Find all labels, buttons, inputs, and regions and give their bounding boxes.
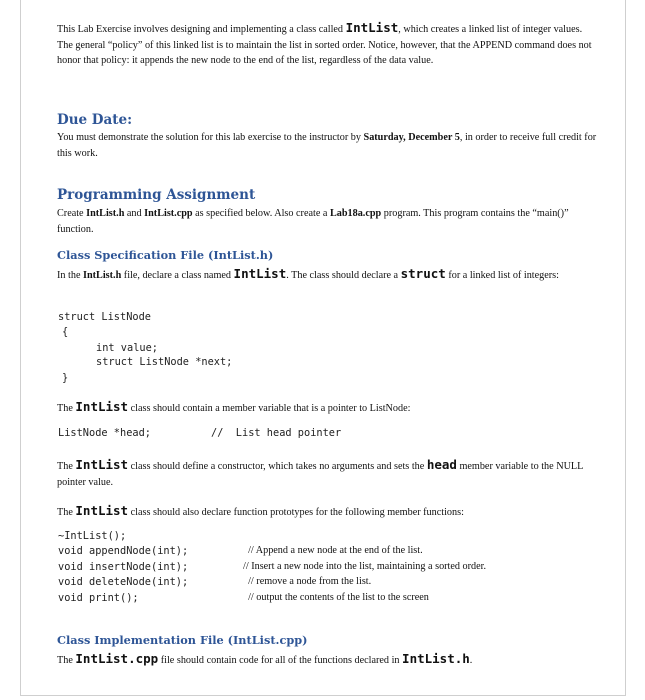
intro-text-1: This Lab Exercise involves designing and implementing a class called bbox=[57, 24, 346, 35]
comment-fn-append: // Append a new node at the end of the list. bbox=[243, 545, 423, 556]
spec-file-name: IntList.h bbox=[83, 270, 122, 281]
prototypes-paragraph bbox=[57, 503, 597, 521]
comment-fn-delete: // remove a node from the list. bbox=[243, 576, 372, 587]
assignment-paragraph bbox=[57, 206, 597, 237]
impl-paragraph bbox=[57, 651, 597, 669]
due-date-paragraph bbox=[57, 130, 597, 161]
spec-text-2: file, declare a class named bbox=[121, 270, 234, 281]
comment-fn-insert: // Insert a new node into the list, maintaining a sorted order. bbox=[243, 561, 487, 572]
code-line-close-brace: } bbox=[62, 372, 69, 384]
assignment-heading: Programming Assignment bbox=[57, 187, 256, 203]
constructor-paragraph bbox=[57, 457, 597, 490]
spec-text-3: . The class should declare a bbox=[286, 270, 401, 281]
code-fn-delete: void deleteNode(int); bbox=[58, 576, 189, 588]
spec-heading: Class Specification File (IntList.h) bbox=[57, 248, 274, 262]
due-date-value: Saturday, December 5 bbox=[363, 132, 460, 143]
ctor-text-1: The bbox=[57, 461, 76, 472]
spec-text-1: In the bbox=[57, 270, 84, 281]
impl-text-1: The bbox=[57, 655, 76, 666]
code-head-comment: // List head pointer bbox=[211, 427, 342, 439]
intro-class-name: IntList bbox=[345, 20, 399, 35]
due-text-2: , in order to receive full credit for this work. bbox=[57, 132, 597, 159]
spec-paragraph bbox=[57, 266, 597, 284]
assignment-text-4: program. This program contains the “main()” function. bbox=[57, 208, 569, 235]
assignment-file-h: IntList.h bbox=[86, 208, 125, 219]
ctor-head-keyword: head bbox=[426, 457, 457, 472]
proto-text-2: class should also declare function prototypes for the following member functions: bbox=[128, 507, 464, 518]
code-fn-print: void print(); bbox=[58, 592, 139, 604]
ctor-text-3: member variable to the NULL pointer value. bbox=[57, 461, 583, 488]
due-date-heading: Due Date: bbox=[57, 112, 133, 128]
assignment-file-cpp: IntList.cpp bbox=[144, 208, 193, 219]
code-line-open-brace: { bbox=[62, 326, 69, 338]
code-line-struct: struct ListNode bbox=[58, 311, 151, 323]
comment-fn-print: // output the contents of the list to the screen bbox=[243, 592, 429, 603]
intro-paragraph bbox=[57, 20, 597, 69]
code-line-next: struct ListNode *next; bbox=[96, 356, 233, 368]
code-head-decl: ListNode *head; bbox=[58, 427, 151, 439]
spec-struct-keyword: struct bbox=[400, 266, 446, 281]
member-text-2: class should contain a member variable that is a pointer to ListNode: bbox=[128, 403, 411, 414]
proto-text-1: The bbox=[57, 507, 76, 518]
ctor-class-name: IntList bbox=[75, 457, 129, 472]
due-text-1: You must demonstrate the solution for this lab exercise to the instructor by bbox=[57, 132, 364, 143]
member-text-1: The bbox=[57, 403, 76, 414]
impl-file-name: IntList.cpp bbox=[75, 651, 159, 666]
assignment-text-3: as specified below. Also create a bbox=[192, 208, 330, 219]
ctor-text-2: class should define a constructor, which takes no arguments and sets the bbox=[128, 461, 427, 472]
spec-class-name: IntList bbox=[233, 266, 287, 281]
code-fn-insert: void insertNode(int); bbox=[58, 561, 189, 573]
member-class-name: IntList bbox=[75, 399, 129, 414]
member-paragraph bbox=[57, 399, 597, 417]
intro-text-2: , which creates a linked list of integer values. The general “policy” of this linked list is to maintain the list in sorted order. Notice, however, that the APPEND command does not honor that policy: it appends the new node to the end of the list, regardless of the data value. bbox=[57, 24, 592, 66]
code-line-value: int value; bbox=[96, 342, 158, 354]
impl-heading: Class Implementation File (IntList.cpp) bbox=[57, 633, 308, 647]
impl-text-2: file should contain code for all of the functions declared in bbox=[158, 655, 403, 666]
assignment-file-main: Lab18a.cpp bbox=[329, 208, 382, 219]
assignment-text-2: and bbox=[124, 208, 145, 219]
impl-header-name: IntList.h bbox=[402, 651, 470, 666]
code-fn-append: void appendNode(int); bbox=[58, 545, 189, 557]
assignment-text-1: Create bbox=[57, 208, 87, 219]
spec-text-4: for a linked list of integers: bbox=[445, 270, 559, 281]
impl-text-3: . bbox=[469, 655, 473, 666]
proto-class-name: IntList bbox=[75, 503, 129, 518]
code-fn-destructor: ~IntList(); bbox=[58, 530, 127, 542]
